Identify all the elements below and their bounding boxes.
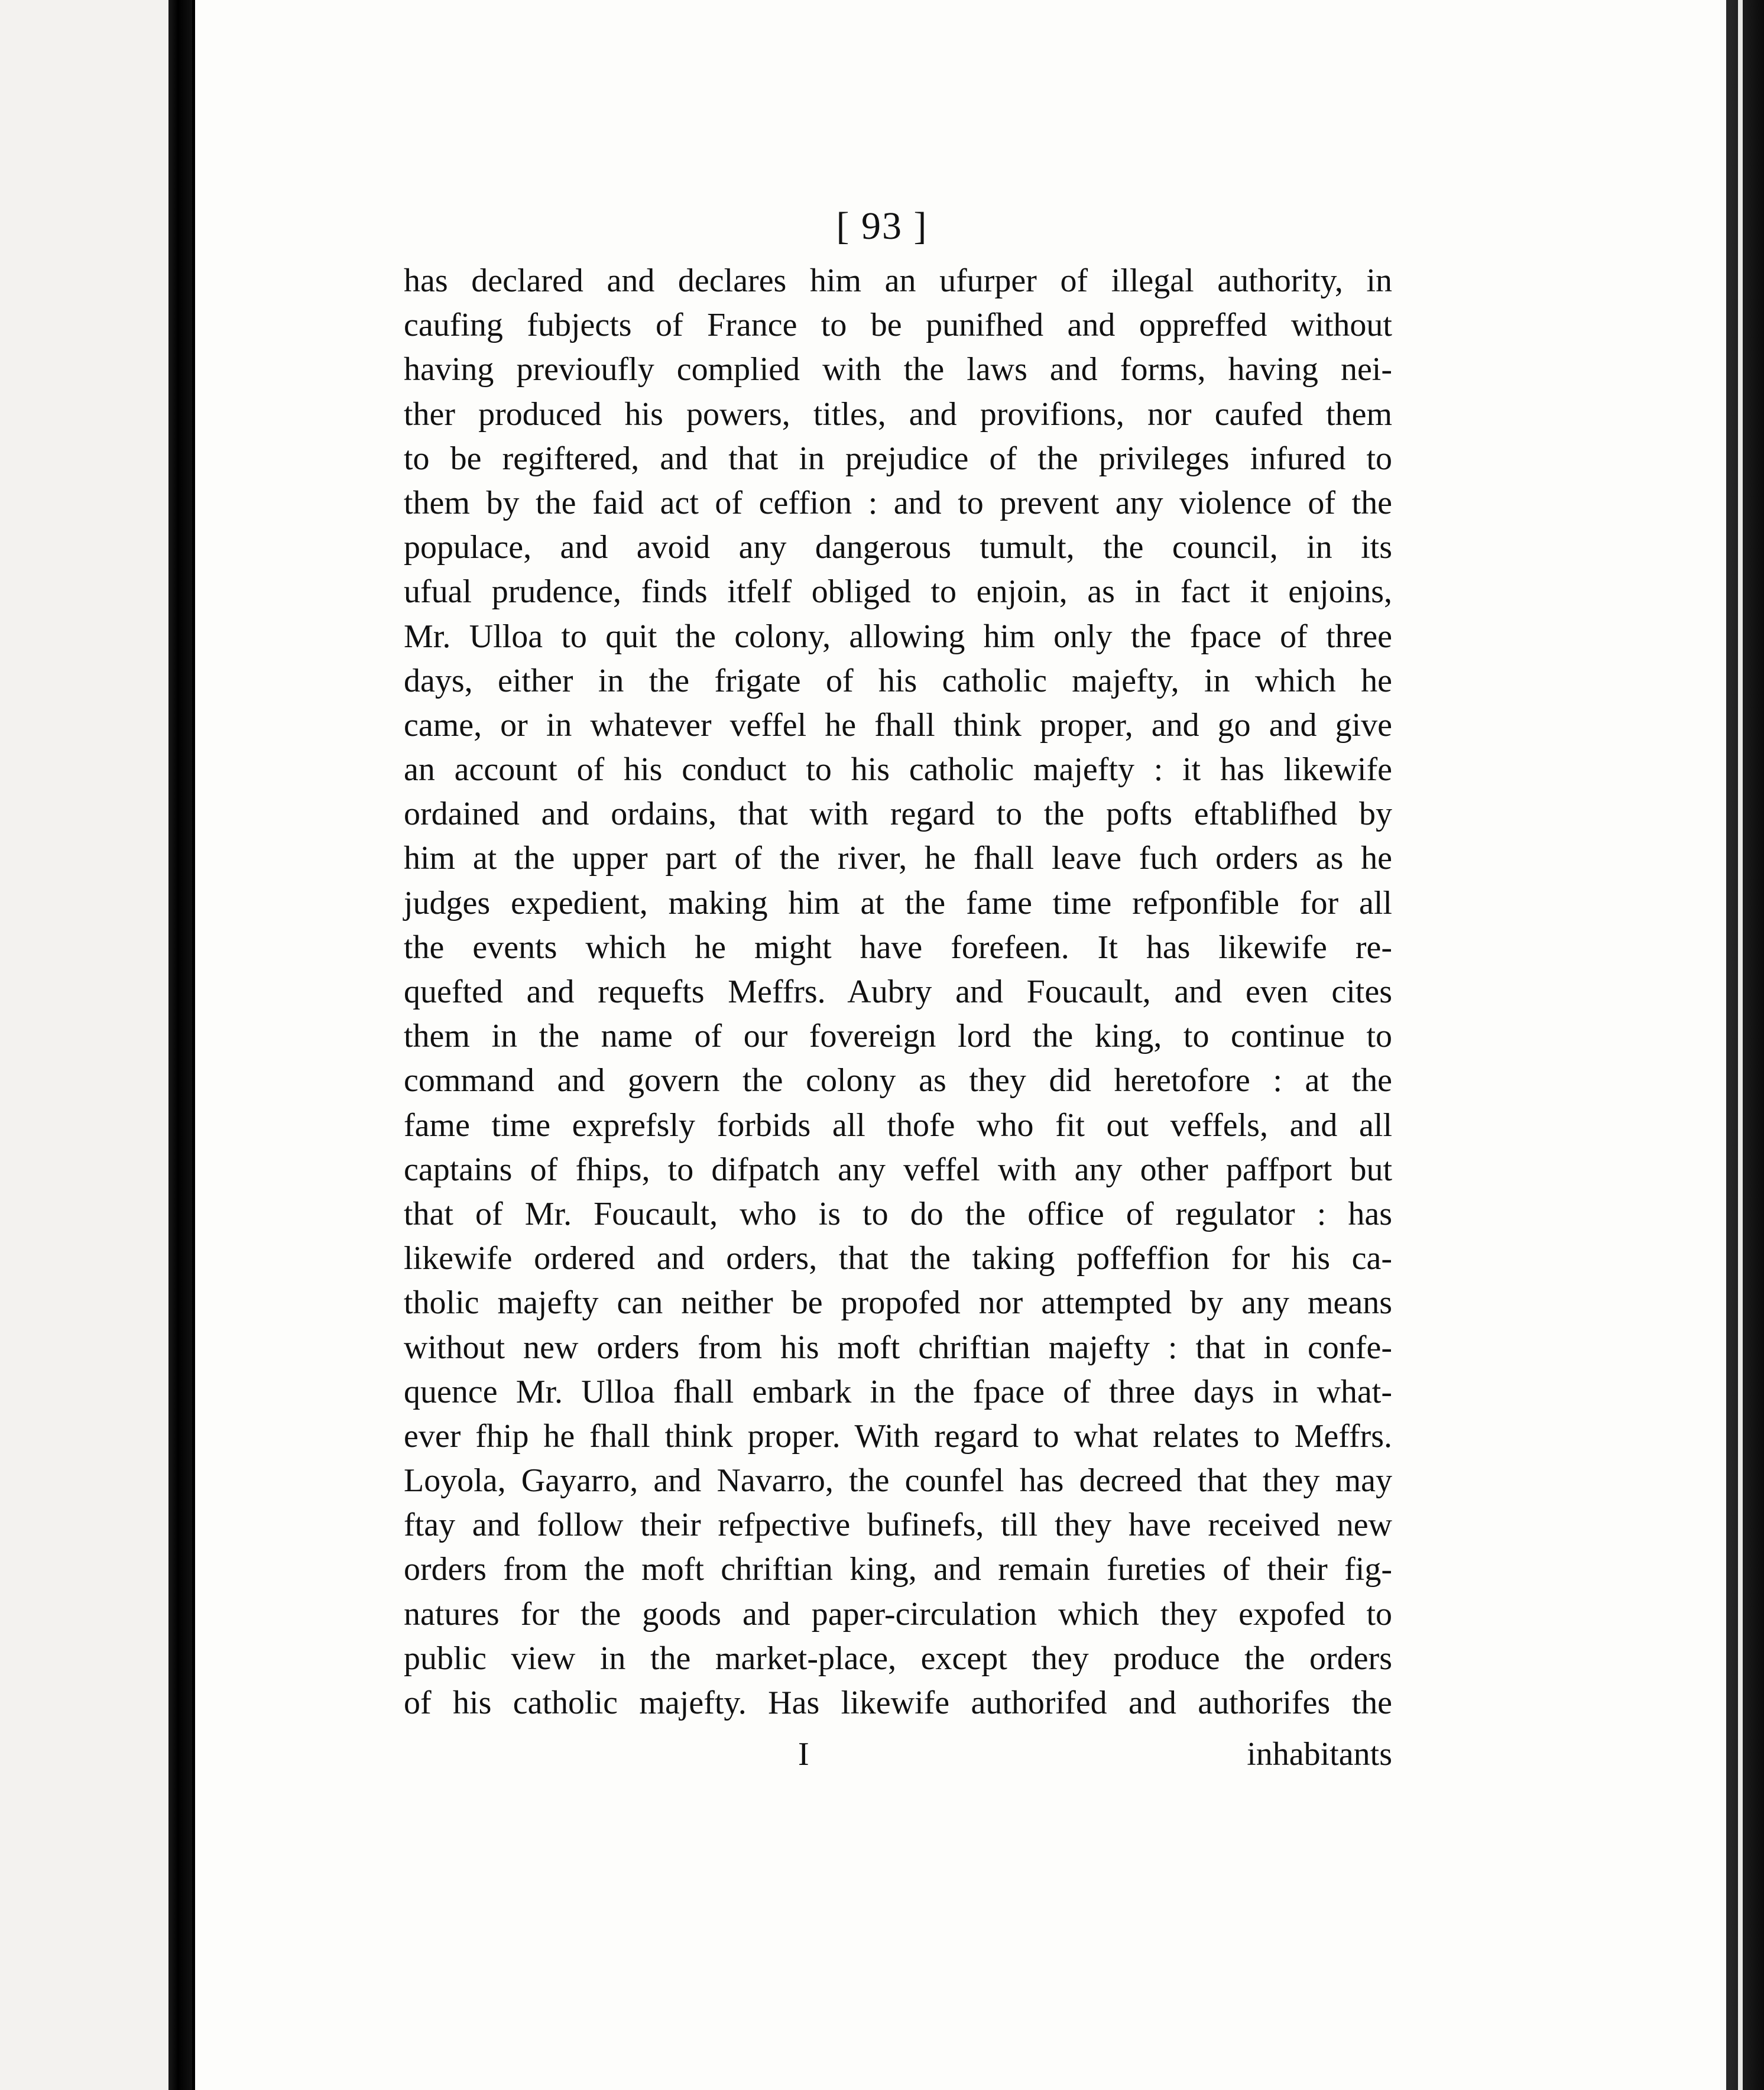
text-line: populace, and avoid any dangerous tumult, the council, in its [404,529,1392,566]
text-line: ther produced his powers, titles, and provifions, nor caufed them [404,395,1392,433]
text-line: having previoufly complied with the laws and forms, having nei- [404,351,1392,388]
text-line: caufing fubjects of France to be punifhed and oppreffed without [404,307,1392,344]
text-line: fame time exprefsly forbids all thofe who fit out veffels, and all [404,1106,1392,1144]
page-stack-edge [1726,0,1764,2090]
text-line: ordained and ordains, that with regard to the pofts eftablifhed by [404,796,1392,833]
page-number-heading [0,204,1764,249]
text-line: ufual prudence, finds itfelf obliged to enjoin, as in fact it enjoins, [404,573,1392,611]
text-line: them in the name of our fovereign lord the king, to continue to [404,1018,1392,1055]
text-line: him at the upper part of the river, he fhall leave fuch orders as he [404,840,1392,877]
page-footer [404,1735,1392,1783]
text-line: an account of his conduct to his catholic majefty : it has likewife [404,751,1392,788]
text-line: public view in the market-place, except they produce the orders [404,1640,1392,1677]
text-line: Loyola, Gayarro, and Navarro, the counfel has decreed that they may [404,1462,1392,1500]
text-line: judges expedient, making him at the fame time refponfible for all [404,884,1392,921]
text-line: command and govern the colony as they did heretofore : at the [404,1062,1392,1099]
text-line: of his catholic majefty. Has likewife authorifed and authorifes the [404,1685,1392,1721]
text-line: has declared and declares him an ufurper of illegal authority, in [404,262,1392,299]
running-head-text: [ 93 ] [836,205,928,248]
text-line: ever fhip he fhall think proper. With regard to what relates to Meffrs. [404,1417,1392,1455]
body-text [404,259,1392,1725]
text-line: orders from the moft chriftian king, and remain fureties of their fig- [404,1551,1392,1588]
page-edge-line [1738,0,1743,2090]
text-line: natures for the goods and paper-circulation which they expofed to [404,1595,1392,1633]
text-line: quence Mr. Ulloa fhall embark in the fpace of three days in what- [404,1373,1392,1410]
text-line: quefted and requefts Meffrs. Aubry and Foucault, and even cites [404,973,1392,1010]
text-line: ftay and follow their refpective bufinefs, till they have received new [404,1507,1392,1544]
text-line: likewife ordered and orders, that the taking poffeffion for his ca- [404,1240,1392,1277]
text-line: tholic majefty can neither be propofed nor attempted by any means [404,1284,1392,1322]
text-line: Mr. Ulloa to quit the colony, allowing him only the fpace of three [404,618,1392,655]
text-line: the events which he might have forefeen. It has likewife re- [404,929,1392,966]
text-line: days, either in the frigate of his catholic majefty, in which he [404,662,1392,699]
text-line: that of Mr. Foucault, who is to do the office of regulator : has [404,1195,1392,1232]
book-gutter [168,0,192,2090]
text-line: without new orders from his moft chriftian majefty : that in confe- [404,1329,1392,1366]
signature-mark: I [798,1736,809,1773]
text-line: captains of fhips, to difpatch any veffel with any other paffport but [404,1151,1392,1188]
catchword: inhabitants [1247,1736,1392,1773]
text-line: to be regiftered, and that in prejudice of the privileges infured to [404,440,1392,477]
text-line: came, or in whatever veffel he fhall think proper, and go and give [404,706,1392,744]
previous-page-edge [0,0,171,2090]
text-line: them by the faid act of ceffion : and to prevent any violence of the [404,484,1392,521]
